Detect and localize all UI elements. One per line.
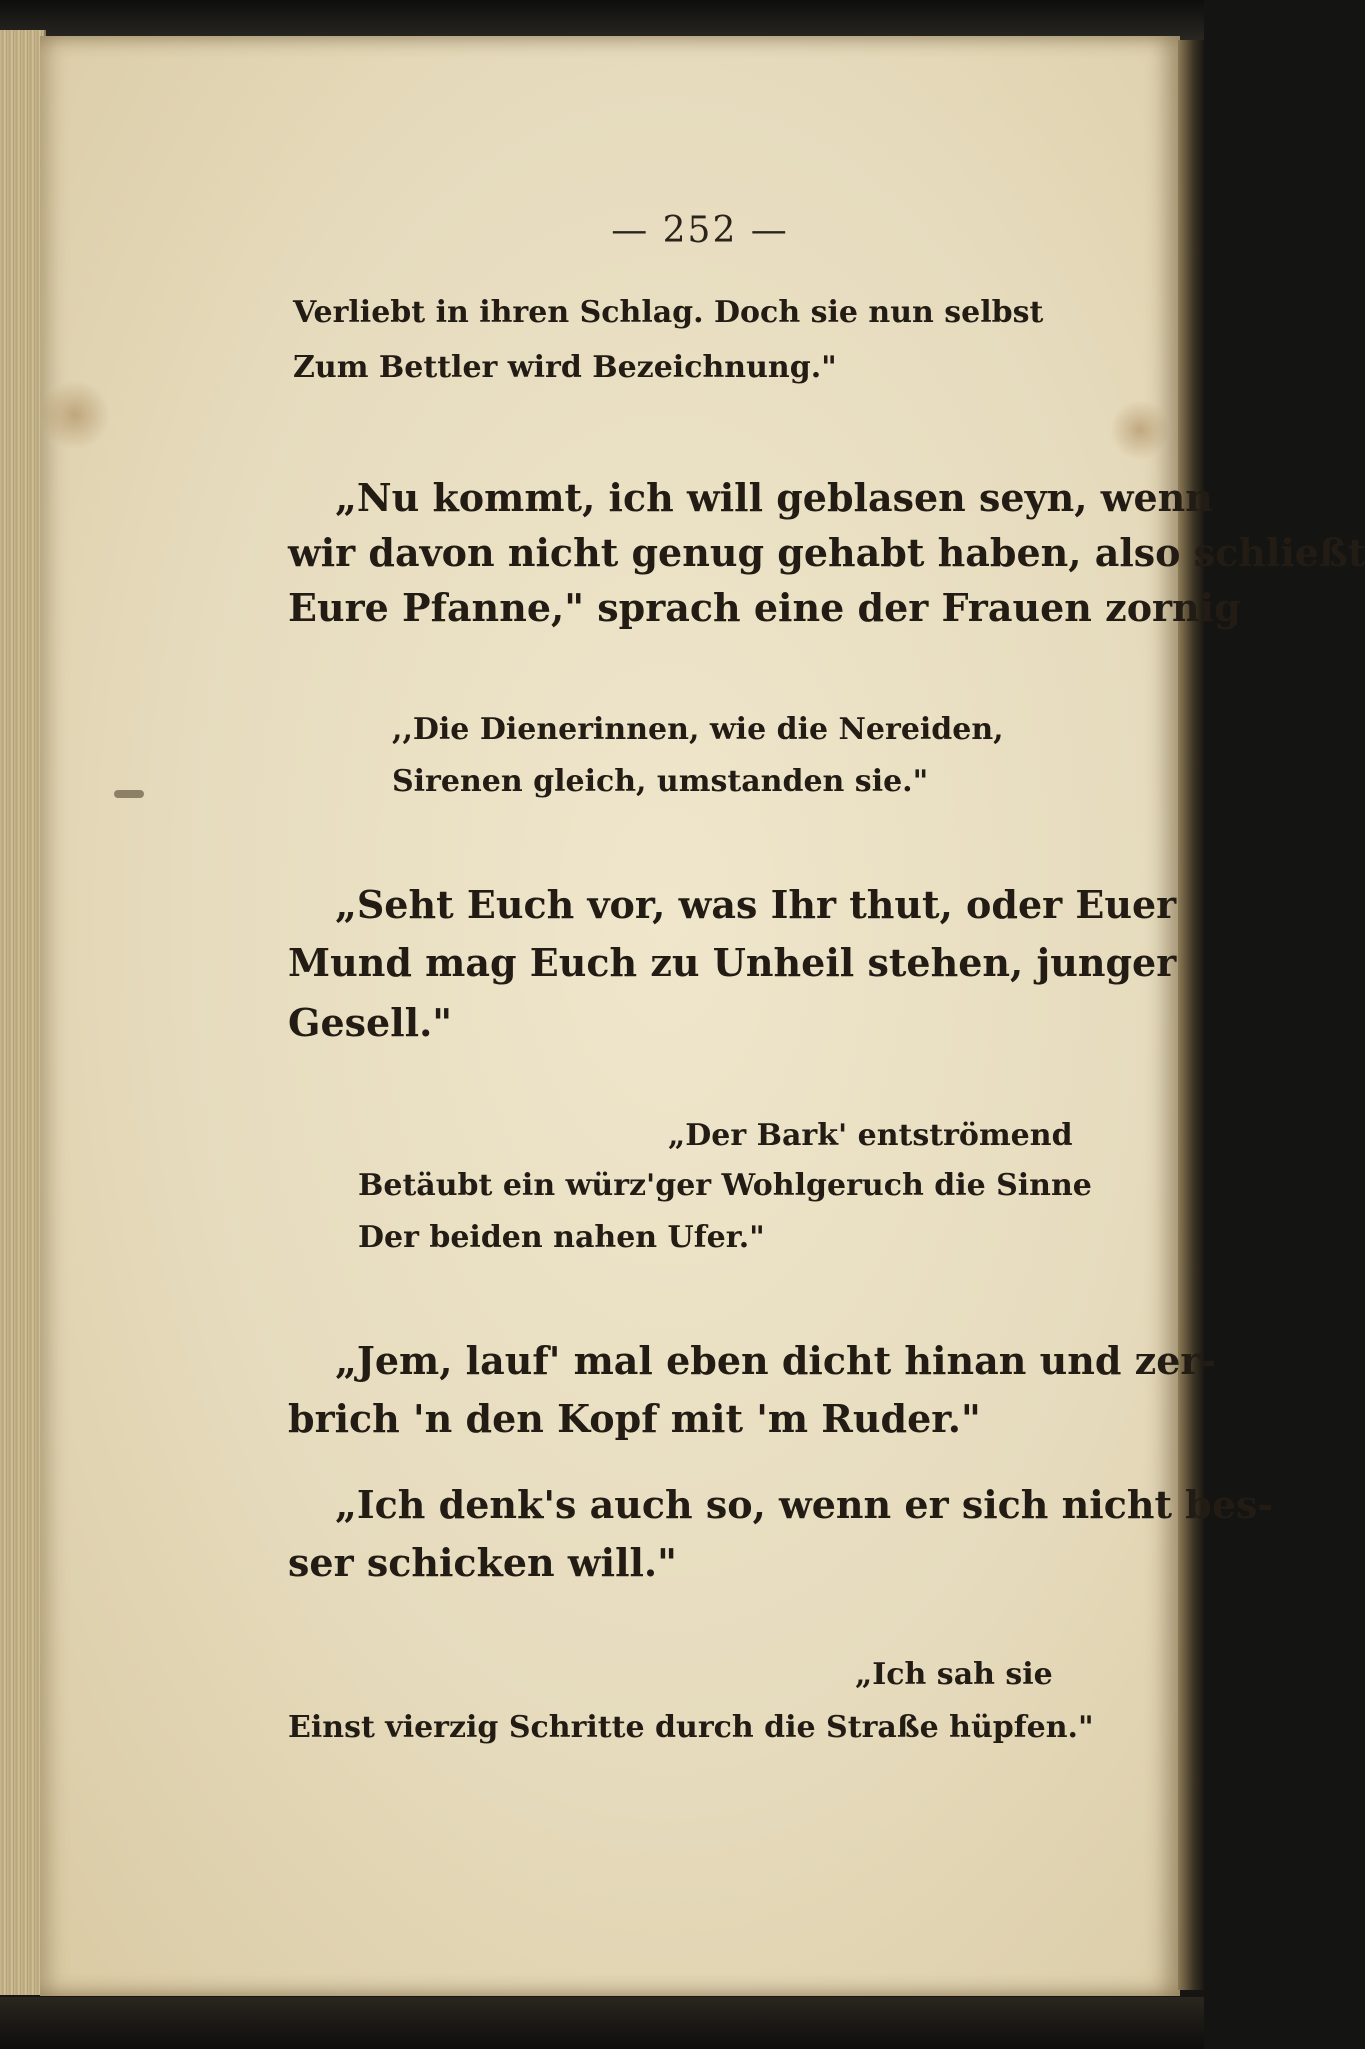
text-line: Mund mag Euch zu Unheil stehen, junger: [288, 940, 1177, 985]
paper-stain: [40, 380, 110, 450]
page-number: — 252 —: [611, 210, 789, 251]
text-line: brich 'n den Kopf mit 'm Ruder.": [288, 1396, 981, 1441]
bottom-book-edge: [0, 1997, 1204, 2049]
text-line: „Jem, lauf' mal eben dicht hinan und zer-: [335, 1338, 1217, 1383]
text-line: Eure Pfanne," sprach eine der Frauen zornig: [288, 585, 1241, 630]
right-book-edge: [1178, 40, 1204, 1990]
paper-stain: [1110, 400, 1170, 460]
text-line: wir davon nicht genug gehabt haben, also schließt: [288, 530, 1365, 575]
text-line: „Nu kommt, ich will geblasen seyn, wenn: [335, 475, 1213, 520]
text-line: Sirenen gleich, umstanden sie.": [392, 764, 929, 799]
text-line: „Ich denk's auch so, wenn er sich nicht bes-: [335, 1482, 1274, 1527]
text-line: Der beiden nahen Ufer.": [358, 1220, 765, 1255]
text-line: Einst vierzig Schritte durch die Straße hüpfen.": [288, 1710, 1094, 1745]
text-line: „Ich sah sie: [855, 1657, 1053, 1692]
book-page: [40, 36, 1180, 1996]
text-line: Verliebt in ihren Schlag. Doch sie nun selbst: [293, 295, 1044, 330]
text-line: „Der Bark' entströmend: [668, 1118, 1073, 1153]
margin-mark: [114, 790, 144, 798]
text-line: Zum Bettler wird Bezeichnung.": [293, 350, 837, 385]
text-line: ser schicken will.": [288, 1540, 677, 1585]
text-line: „Seht Euch vor, was Ihr thut, oder Euer: [335, 882, 1177, 927]
text-line: ,,Die Dienerinnen, wie die Nereiden,: [392, 712, 1004, 747]
text-line: Betäubt ein würz'ger Wohlgeruch die Sinne: [358, 1168, 1092, 1203]
text-line: Gesell.": [288, 1000, 453, 1045]
